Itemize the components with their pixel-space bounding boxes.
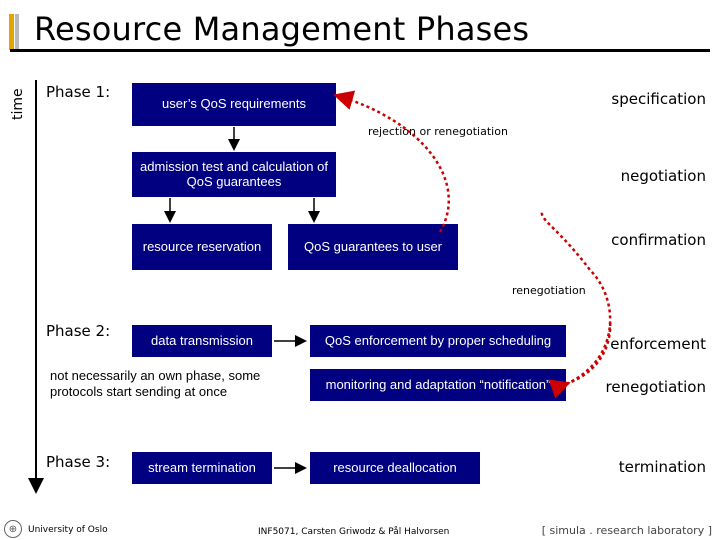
arrow-renegotiation-head bbox=[566, 320, 610, 384]
box-resource-deallocation: resource deallocation bbox=[310, 452, 480, 484]
label-negotiation: negotiation bbox=[620, 167, 706, 185]
box-qos-guarantees-to-user: QoS guarantees to user bbox=[288, 224, 458, 270]
label-renegotiation: renegotiation bbox=[605, 378, 706, 396]
footer-university: University of Oslo bbox=[28, 525, 108, 535]
label-confirmation: confirmation bbox=[611, 231, 706, 249]
phase-1-label: Phase 1: bbox=[46, 83, 111, 101]
time-axis-label: time bbox=[10, 88, 26, 120]
footer-authors: INF5071, Carsten Griwodz & Pål Halvorsen bbox=[258, 527, 450, 537]
arrow-rejection-renegotiation bbox=[338, 96, 449, 232]
label-termination: termination bbox=[618, 458, 706, 476]
slide-title: Resource Management Phases bbox=[34, 10, 530, 48]
label-specification: specification bbox=[611, 90, 706, 108]
box-user-qos-requirements: user’s QoS requirements bbox=[132, 83, 336, 126]
box-monitoring-adaptation: monitoring and adaptation “notification” bbox=[310, 369, 566, 401]
box-stream-termination: stream termination bbox=[132, 452, 272, 484]
box-qos-enforcement: QoS enforcement by proper scheduling bbox=[310, 325, 566, 357]
phase-2-label: Phase 2: bbox=[46, 322, 111, 340]
box-resource-reservation: resource reservation bbox=[132, 224, 272, 270]
note-own-phase: not necessarily an own phase, some protocols start sending at once bbox=[50, 368, 261, 399]
arrow-label-rejection: rejection or renegotiation bbox=[368, 125, 508, 138]
box-data-transmission: data transmission bbox=[132, 325, 272, 357]
arrow-label-renegotiation: renegotiation bbox=[512, 284, 586, 297]
footer-simula: [ simula . research laboratory ] bbox=[541, 524, 712, 537]
university-seal-icon: ⊕ bbox=[4, 520, 22, 538]
label-enforcement: enforcement bbox=[610, 335, 706, 353]
phase-3-label: Phase 3: bbox=[46, 453, 111, 471]
box-admission-test: admission test and calculation of QoS guarantees bbox=[132, 152, 336, 197]
